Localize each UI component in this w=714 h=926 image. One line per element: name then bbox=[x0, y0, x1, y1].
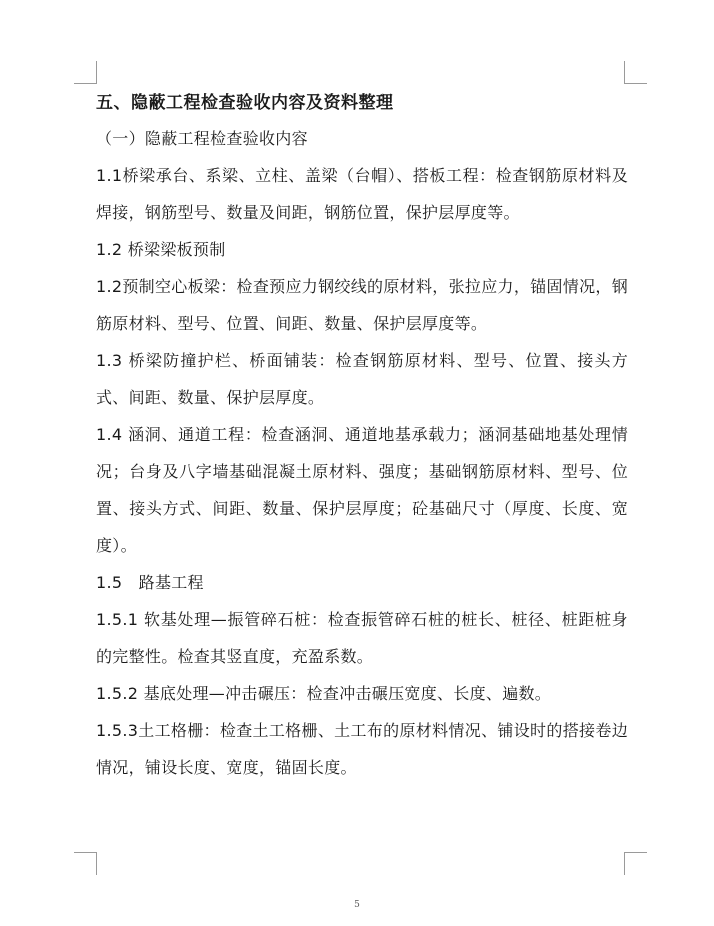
document-body bbox=[96, 86, 628, 786]
page-number: 5 bbox=[354, 900, 360, 910]
paragraph-1-5-3: 1.5.3土工格栅：检查土工格栅、土工布的原材料情况、铺设时的搭接卷边情况，铺设长度、宽度，锚固长度。 bbox=[96, 721, 628, 777]
paragraph-1-5-1: 1.5.1 软基处理—振管碎石桩：检查振管碎石桩的桩长、桩径、桩距桩身的完整性。检查其竖直度，充盈系数。 bbox=[96, 610, 628, 666]
subsection-heading: （一）隐蔽工程检查验收内容 bbox=[96, 129, 308, 148]
crop-mark-bottom-left bbox=[74, 852, 97, 875]
paragraph-1-5-title: 1.5 路基工程 bbox=[96, 573, 204, 592]
paragraph-1-3: 1.3 桥梁防撞护栏、桥面铺装：检查钢筋原材料、型号、位置、接头方式、间距、数量、保护层厚度。 bbox=[96, 351, 628, 407]
crop-mark-bottom-right bbox=[624, 852, 647, 875]
paragraph-1-5-2: 1.5.2 基底处理—冲击碾压：检查冲击碾压宽度、长度、遍数。 bbox=[96, 684, 552, 703]
paragraph-1-1: 1.1桥梁承台、系梁、立柱、盖梁（台帽）、搭板工程：检查钢筋原材料及焊接，钢筋型号、数量及间距，钢筋位置，保护层厚度等。 bbox=[96, 166, 628, 222]
paragraph-1-4: 1.4 涵洞、通道工程：检查涵洞、通道地基承载力；涵洞基础地基处理情况；台身及八字墙基础混凝土原材料、强度；基础钢筋原材料、型号、位置、接头方式、间距、数量、保护层厚度；砼基础尺寸（厚度、长度、宽度）。 bbox=[96, 425, 628, 555]
crop-mark-top-left bbox=[74, 61, 97, 84]
crop-mark-top-right bbox=[624, 61, 647, 84]
paragraph-1-2-title: 1.2 桥梁梁板预制 bbox=[96, 240, 226, 259]
section-heading: 五、隐蔽工程检查验收内容及资料整理 bbox=[96, 93, 394, 113]
paragraph-1-2: 1.2预制空心板梁：检查预应力钢绞线的原材料，张拉应力，锚固情况，钢筋原材料、型号、位置、间距、数量、保护层厚度等。 bbox=[96, 277, 628, 333]
